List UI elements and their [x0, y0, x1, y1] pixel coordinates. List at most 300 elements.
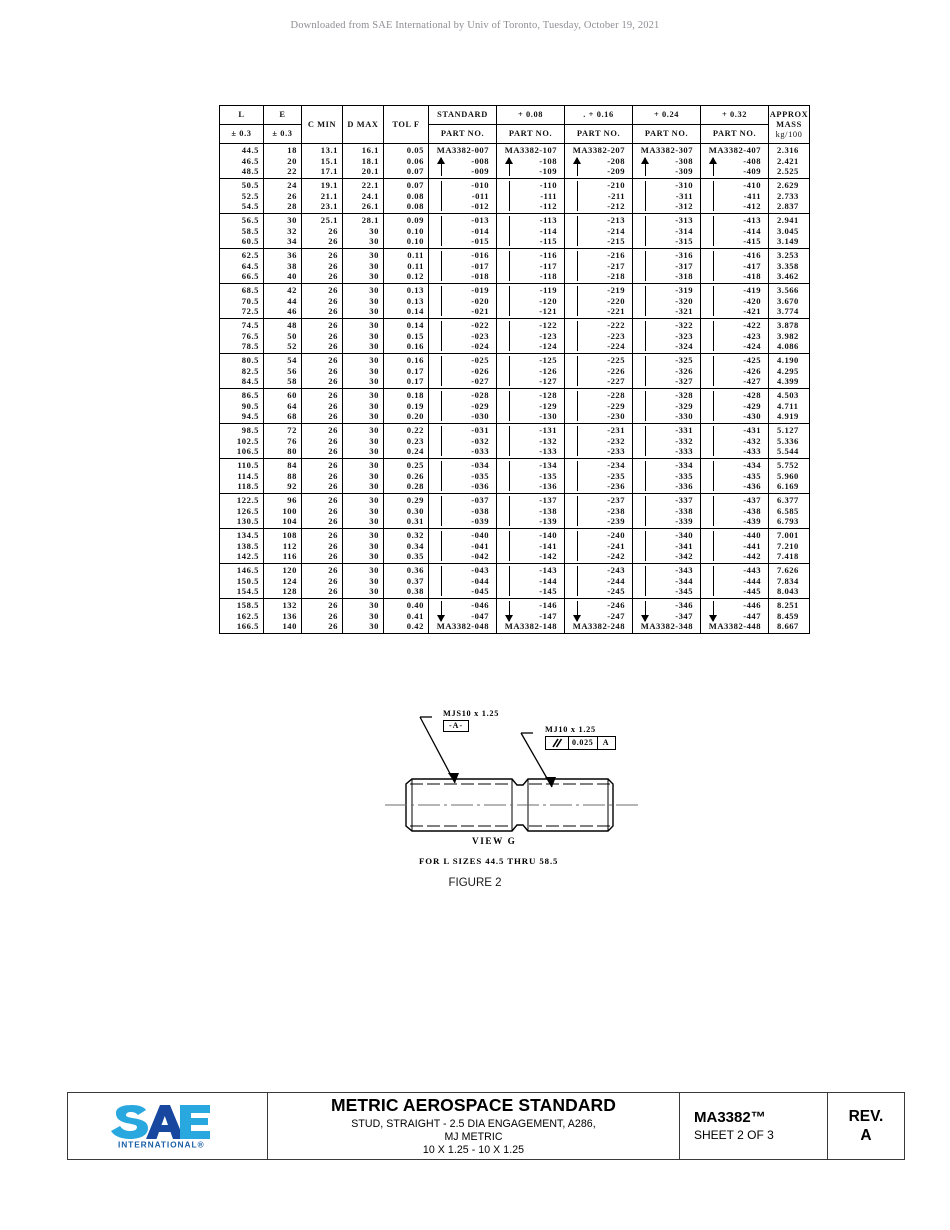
part-number-value: MA3382-148 — [504, 621, 557, 632]
band-cell-d-max-line: 30 — [369, 586, 379, 597]
band-cell-E — [264, 354, 302, 389]
part-number-value: -131 — [539, 425, 557, 436]
part-range-arrow-icon — [709, 566, 718, 596]
part-number-value: -123 — [539, 330, 557, 341]
figure-2-drawing — [0, 695, 950, 905]
band-cell-E-line: 136 — [282, 610, 297, 621]
arrow-shaft — [441, 321, 442, 351]
part-number-value: -220 — [607, 295, 625, 306]
band-cell-part-no-4 — [701, 354, 769, 389]
band-cell-part-no-3 — [633, 214, 701, 249]
band-cell-E-line: 42 — [287, 285, 297, 296]
band-cell-d-max-line: 30 — [369, 446, 379, 457]
band-cell-d-max-line: 20.1 — [361, 166, 379, 177]
arrow-head-up-icon — [641, 157, 649, 164]
part-number-value: -342 — [675, 551, 693, 562]
band-cell-L-line: 74.5 — [241, 320, 259, 331]
arrow-shaft — [441, 496, 442, 526]
arrow-shaft — [509, 321, 510, 351]
band-cell-d-max-line: 30 — [369, 481, 379, 492]
band-cell-tol-f-line: 0.13 — [406, 285, 424, 296]
part-number-value: -013 — [471, 215, 489, 226]
part-number-value: -108 — [539, 155, 557, 166]
col-header-tol-f: TOL F — [384, 106, 429, 144]
arrow-head-down-icon — [573, 615, 581, 622]
band-cell-tol-f-line: 0.41 — [406, 610, 424, 621]
band-cell-tol-f-line: 0.38 — [406, 586, 424, 597]
fcf-datum-ref: A — [602, 738, 610, 747]
mass-value: 8.459 — [777, 610, 799, 621]
band-cell-d-max-line: 24.1 — [361, 190, 379, 201]
band-cell-E-line: 40 — [287, 271, 297, 282]
callout-left — [443, 709, 499, 732]
mass-value: 3.566 — [777, 285, 799, 296]
part-number-value: -027 — [471, 376, 489, 387]
band-cell-L-line: 98.5 — [241, 425, 259, 436]
part-number-value: -310 — [675, 180, 693, 191]
band-cell-E-line: 52 — [287, 341, 297, 352]
part-number-value: -413 — [743, 215, 761, 226]
band-cell-E-line: 18 — [287, 145, 297, 156]
part-number-value: -412 — [743, 201, 761, 212]
band-cell-tol-f-line: 0.23 — [406, 435, 424, 446]
table-row — [220, 354, 810, 389]
band-cell-part-no-0 — [429, 599, 497, 634]
band-cell-tol-f-line: 0.08 — [406, 201, 424, 212]
band-cell-part-no-2 — [565, 214, 633, 249]
band-cell-L-line: 150.5 — [236, 575, 259, 586]
band-cell-L-line: 126.5 — [236, 505, 259, 516]
part-number-value: -126 — [539, 365, 557, 376]
band-cell-c-min-line: 26 — [328, 600, 338, 611]
band-cell-L-line: 86.5 — [241, 390, 259, 401]
part-number-value: -221 — [607, 306, 625, 317]
specification-table — [219, 105, 810, 634]
part-number-value: -127 — [539, 376, 557, 387]
part-number-value: -114 — [539, 225, 557, 236]
band-cell-d-max-line: 30 — [369, 435, 379, 446]
part-range-arrow-icon — [641, 321, 650, 351]
band-cell-E-line: 64 — [287, 400, 297, 411]
part-range-arrow-icon — [573, 601, 582, 621]
band-cell-d-max-line: 30 — [369, 260, 379, 271]
part-number-value: -141 — [539, 540, 557, 551]
document-number: MA3382™ — [694, 1109, 766, 1126]
part-number-value: -441 — [743, 540, 761, 551]
band-cell-L — [220, 179, 264, 214]
band-cell-E — [264, 494, 302, 529]
band-cell-d-max-line: 30 — [369, 610, 379, 621]
band-cell-tol-f-line: 0.10 — [406, 236, 424, 247]
band-cell-tol-f-line: 0.35 — [406, 551, 424, 562]
band-cell-E-line: 22 — [287, 166, 297, 177]
band-cell-c-min-line: 26 — [328, 400, 338, 411]
table-row — [220, 284, 810, 319]
part-number-value: MA3382-407 — [708, 145, 761, 156]
band-cell-E-line: 60 — [287, 390, 297, 401]
part-range-arrow-icon — [573, 391, 582, 421]
part-number-value: -134 — [539, 460, 557, 471]
band-cell-tol-f-line: 0.42 — [406, 621, 424, 632]
band-cell-L-line: 154.5 — [236, 586, 259, 597]
col-header-L: L — [220, 106, 264, 125]
band-cell-L — [220, 319, 264, 354]
band-cell-c-min-line: 26 — [328, 250, 338, 261]
band-cell-d-max-line: 30 — [369, 551, 379, 562]
col-header-standard: STANDARD — [429, 106, 497, 125]
band-cell-c-min-line: 26 — [328, 236, 338, 247]
col-header-plus-032: + 0.32 — [701, 106, 769, 125]
part-number-value: -208 — [607, 155, 625, 166]
part-number-value: -147 — [539, 610, 557, 621]
band-cell-c-min-line: 26 — [328, 425, 338, 436]
part-number-value: -140 — [539, 530, 557, 541]
part-range-arrow-icon — [573, 251, 582, 281]
part-number-value: -016 — [471, 250, 489, 261]
arrow-head-down-icon — [505, 615, 513, 622]
part-number-value: -117 — [539, 260, 557, 271]
part-number-value: -235 — [607, 470, 625, 481]
part-number-value: -118 — [539, 271, 557, 282]
part-number-value: -032 — [471, 435, 489, 446]
band-cell-E-line: 76 — [287, 435, 297, 446]
part-number-value: -229 — [607, 400, 625, 411]
band-cell-tol-f-line: 0.13 — [406, 295, 424, 306]
band-cell-d-max-line: 30 — [369, 320, 379, 331]
part-number-value: -129 — [539, 400, 557, 411]
mass-value: 3.149 — [777, 236, 799, 247]
band-cell-tol-f-line: 0.08 — [406, 190, 424, 201]
band-cell-c-min — [302, 564, 343, 599]
part-number-value: -212 — [607, 201, 625, 212]
part-number-value: -427 — [743, 376, 761, 387]
band-cell-L-line: 142.5 — [236, 551, 259, 562]
band-cell-part-no-1 — [497, 354, 565, 389]
band-cell-part-no-4 — [701, 564, 769, 599]
band-cell-L-line: 134.5 — [236, 530, 259, 541]
band-cell-d-max-line: 22.1 — [361, 180, 379, 191]
band-cell-E — [264, 529, 302, 564]
part-number-value: -041 — [471, 540, 489, 551]
arrow-shaft — [441, 426, 442, 456]
band-cell-d-max — [343, 564, 384, 599]
part-number-value: -110 — [539, 180, 557, 191]
col-header-approx-mass — [769, 106, 810, 144]
band-cell-c-min-line: 26 — [328, 271, 338, 282]
part-range-arrow-icon — [641, 158, 650, 176]
part-number-value: -320 — [675, 295, 693, 306]
part-number-value: -217 — [607, 260, 625, 271]
band-cell-d-max-line: 30 — [369, 306, 379, 317]
band-cell-tol-f — [384, 144, 429, 179]
band-cell-part-no-1 — [497, 424, 565, 459]
arrow-shaft — [441, 181, 442, 211]
table-row — [220, 599, 810, 634]
band-cell-E — [264, 284, 302, 319]
band-cell-mass — [769, 459, 810, 494]
band-cell-d-max-line: 30 — [369, 540, 379, 551]
band-cell-c-min — [302, 459, 343, 494]
part-range-arrow-icon — [437, 251, 446, 281]
part-number-value: -238 — [607, 505, 625, 516]
band-cell-part-no-3 — [633, 459, 701, 494]
band-cell-part-no-1 — [497, 529, 565, 564]
band-cell-mass — [769, 179, 810, 214]
part-number-value: -345 — [675, 586, 693, 597]
band-cell-L-line: 166.5 — [236, 621, 259, 632]
band-cell-E-line: 20 — [287, 155, 297, 166]
part-number-value: -040 — [471, 530, 489, 541]
arrow-shaft — [713, 286, 714, 316]
mass-value: 4.295 — [777, 365, 799, 376]
band-cell-L-line: 44.5 — [241, 145, 259, 156]
part-number-value: -133 — [539, 446, 557, 457]
part-number-value: -425 — [743, 355, 761, 366]
part-number-value: -223 — [607, 330, 625, 341]
band-cell-E-line: 30 — [287, 215, 297, 226]
arrow-shaft — [645, 496, 646, 526]
mass-value: 5.752 — [777, 460, 799, 471]
arrow-shaft — [509, 286, 510, 316]
part-number-value: -409 — [743, 166, 761, 177]
band-cell-part-no-4 — [701, 179, 769, 214]
band-cell-part-no-3 — [633, 354, 701, 389]
band-cell-c-min-line: 23.1 — [320, 201, 338, 212]
mass-value: 5.544 — [777, 446, 799, 457]
col-header-E-tol: ± 0.3 — [264, 125, 302, 144]
band-cell-E-line: 80 — [287, 446, 297, 457]
band-cell-tol-f — [384, 214, 429, 249]
part-number-value: -237 — [607, 495, 625, 506]
table-row — [220, 424, 810, 459]
band-cell-part-no-1 — [497, 249, 565, 284]
part-number-value: -008 — [471, 155, 489, 166]
mass-value: 3.982 — [777, 330, 799, 341]
part-number-value: -338 — [675, 505, 693, 516]
band-cell-E-line: 58 — [287, 376, 297, 387]
arrow-shaft — [577, 216, 578, 246]
arrow-shaft — [577, 531, 578, 561]
band-cell-d-max-line: 30 — [369, 376, 379, 387]
part-range-arrow-icon — [505, 356, 514, 386]
band-cell-d-max-line: 30 — [369, 225, 379, 236]
part-number-value: -231 — [607, 425, 625, 436]
band-cell-c-min-line: 21.1 — [320, 190, 338, 201]
band-cell-L — [220, 424, 264, 459]
band-cell-E-line: 72 — [287, 425, 297, 436]
band-cell-part-no-2 — [565, 179, 633, 214]
part-number-value: -213 — [607, 215, 625, 226]
band-cell-c-min-line: 26 — [328, 470, 338, 481]
band-cell-c-min-line: 26 — [328, 320, 338, 331]
band-cell-E-line: 46 — [287, 306, 297, 317]
feature-control-frame — [545, 736, 616, 750]
arrow-shaft — [713, 496, 714, 526]
part-number-value: -316 — [675, 250, 693, 261]
band-cell-part-no-1 — [497, 389, 565, 424]
part-number-value: -225 — [607, 355, 625, 366]
band-cell-L-line: 56.5 — [241, 215, 259, 226]
part-range-arrow-icon — [641, 356, 650, 386]
band-cell-L-line: 62.5 — [241, 250, 259, 261]
band-cell-mass — [769, 564, 810, 599]
part-range-arrow-icon — [573, 216, 582, 246]
band-cell-d-max — [343, 599, 384, 634]
band-cell-E-line: 96 — [287, 495, 297, 506]
band-cell-part-no-1 — [497, 214, 565, 249]
part-range-arrow-icon — [641, 251, 650, 281]
part-number-value: -317 — [675, 260, 693, 271]
part-number-value: -339 — [675, 516, 693, 527]
band-cell-c-min — [302, 389, 343, 424]
part-number-value: -311 — [675, 190, 693, 201]
band-cell-tol-f-line: 0.17 — [406, 376, 424, 387]
band-cell-tol-f — [384, 599, 429, 634]
band-cell-L-line: 52.5 — [241, 190, 259, 201]
band-cell-L — [220, 564, 264, 599]
part-number-value: -331 — [675, 425, 693, 436]
band-cell-c-min-line: 26 — [328, 225, 338, 236]
part-number-value: -037 — [471, 495, 489, 506]
band-cell-d-max — [343, 179, 384, 214]
band-cell-c-min-line: 26 — [328, 341, 338, 352]
band-cell-tol-f — [384, 564, 429, 599]
callout-left-label: MJS10 x 1.25 — [443, 709, 500, 718]
part-range-arrow-icon — [573, 496, 582, 526]
part-number-value: -414 — [743, 225, 761, 236]
band-cell-E-line: 56 — [287, 365, 297, 376]
part-number-value: -044 — [471, 575, 489, 586]
part-number-value: -239 — [607, 516, 625, 527]
arrow-shaft — [577, 461, 578, 491]
band-cell-d-max-line: 26.1 — [361, 201, 379, 212]
band-cell-d-max-line: 30 — [369, 600, 379, 611]
arrow-shaft — [645, 531, 646, 561]
part-number-value: -446 — [743, 600, 761, 611]
band-cell-c-min — [302, 179, 343, 214]
band-cell-d-max — [343, 494, 384, 529]
part-number-value: -411 — [743, 190, 761, 201]
part-range-arrow-icon — [641, 286, 650, 316]
band-cell-d-max-line: 30 — [369, 565, 379, 576]
mass-header-line-3: kg/100 — [775, 129, 803, 139]
band-cell-tol-f-line: 0.34 — [406, 540, 424, 551]
arrow-shaft — [577, 181, 578, 211]
band-cell-mass — [769, 319, 810, 354]
band-cell-c-min-line: 26 — [328, 540, 338, 551]
band-cell-E-line: 24 — [287, 180, 297, 191]
part-range-arrow-icon — [437, 181, 446, 211]
arrow-shaft — [509, 426, 510, 456]
part-range-arrow-icon — [641, 531, 650, 561]
col-header-part-no-008: PART NO. — [497, 125, 565, 144]
band-cell-tol-f-line: 0.05 — [406, 145, 424, 156]
part-range-arrow-icon — [573, 356, 582, 386]
part-number-value: -219 — [607, 285, 625, 296]
revision-cell — [828, 1093, 904, 1159]
mass-value: 4.919 — [777, 411, 799, 422]
arrow-shaft — [713, 356, 714, 386]
logo-international-text: INTERNATIONAL® — [117, 1139, 205, 1149]
band-cell-mass — [769, 249, 810, 284]
band-cell-part-no-4 — [701, 599, 769, 634]
part-number-value: -046 — [471, 600, 489, 611]
band-cell-tol-f-line: 0.11 — [407, 260, 424, 271]
band-cell-part-no-3 — [633, 144, 701, 179]
arrow-shaft — [645, 461, 646, 491]
part-number-value: -210 — [607, 180, 625, 191]
arrow-shaft — [577, 321, 578, 351]
col-header-L-tol: ± 0.3 — [220, 125, 264, 144]
band-cell-tol-f-line: 0.14 — [406, 306, 424, 317]
part-range-arrow-icon — [709, 496, 718, 526]
part-range-arrow-icon — [505, 216, 514, 246]
part-number-value: -215 — [607, 236, 625, 247]
part-number-value: -031 — [471, 425, 489, 436]
fcf-tolerance-value: 0.025 — [569, 737, 598, 749]
part-number-value: -039 — [471, 516, 489, 527]
part-number-value: -224 — [607, 341, 625, 352]
band-cell-E — [264, 179, 302, 214]
part-range-arrow-icon — [709, 216, 718, 246]
part-number-value: MA3382-207 — [572, 145, 625, 156]
mass-header-line-2: MASS — [776, 119, 802, 129]
band-cell-part-no-0 — [429, 284, 497, 319]
band-cell-E — [264, 459, 302, 494]
arrow-shaft — [645, 321, 646, 351]
part-number-value: -116 — [539, 250, 557, 261]
part-range-arrow-icon — [505, 321, 514, 351]
col-header-part-no-032: PART NO. — [701, 125, 769, 144]
band-cell-c-min-line: 26 — [328, 446, 338, 457]
band-cell-part-no-4 — [701, 214, 769, 249]
band-cell-part-no-4 — [701, 144, 769, 179]
band-cell-part-no-1 — [497, 564, 565, 599]
band-cell-mass — [769, 599, 810, 634]
part-number-value: -318 — [675, 271, 693, 282]
mass-value: 5.960 — [777, 470, 799, 481]
part-range-arrow-icon — [437, 566, 446, 596]
band-cell-d-max — [343, 424, 384, 459]
part-number-value: -444 — [743, 575, 761, 586]
part-number-value: -439 — [743, 516, 761, 527]
view-label: VIEW G — [472, 836, 517, 846]
part-range-arrow-icon — [641, 566, 650, 596]
part-range-arrow-icon — [505, 181, 514, 211]
part-number-value: -440 — [743, 530, 761, 541]
part-number-value: -209 — [607, 166, 625, 177]
band-cell-E-line: 120 — [282, 565, 297, 576]
band-cell-d-max-line: 30 — [369, 285, 379, 296]
arrow-shaft — [645, 286, 646, 316]
part-number-value: -125 — [539, 355, 557, 366]
arrow-shaft — [713, 216, 714, 246]
part-range-arrow-icon — [505, 251, 514, 281]
band-cell-d-max-line: 30 — [369, 470, 379, 481]
band-cell-E-line: 32 — [287, 225, 297, 236]
band-cell-E-line: 44 — [287, 295, 297, 306]
part-range-arrow-icon — [573, 426, 582, 456]
part-range-arrow-icon — [573, 158, 582, 176]
arrow-shaft — [645, 426, 646, 456]
logo-letter-s — [111, 1105, 148, 1139]
band-cell-d-max-line: 30 — [369, 271, 379, 282]
arrow-shaft — [509, 391, 510, 421]
part-number-value: -115 — [539, 236, 557, 247]
band-cell-tol-f-line: 0.07 — [406, 180, 424, 191]
band-cell-L-line: 138.5 — [236, 540, 259, 551]
part-number-value: -111 — [540, 190, 557, 201]
